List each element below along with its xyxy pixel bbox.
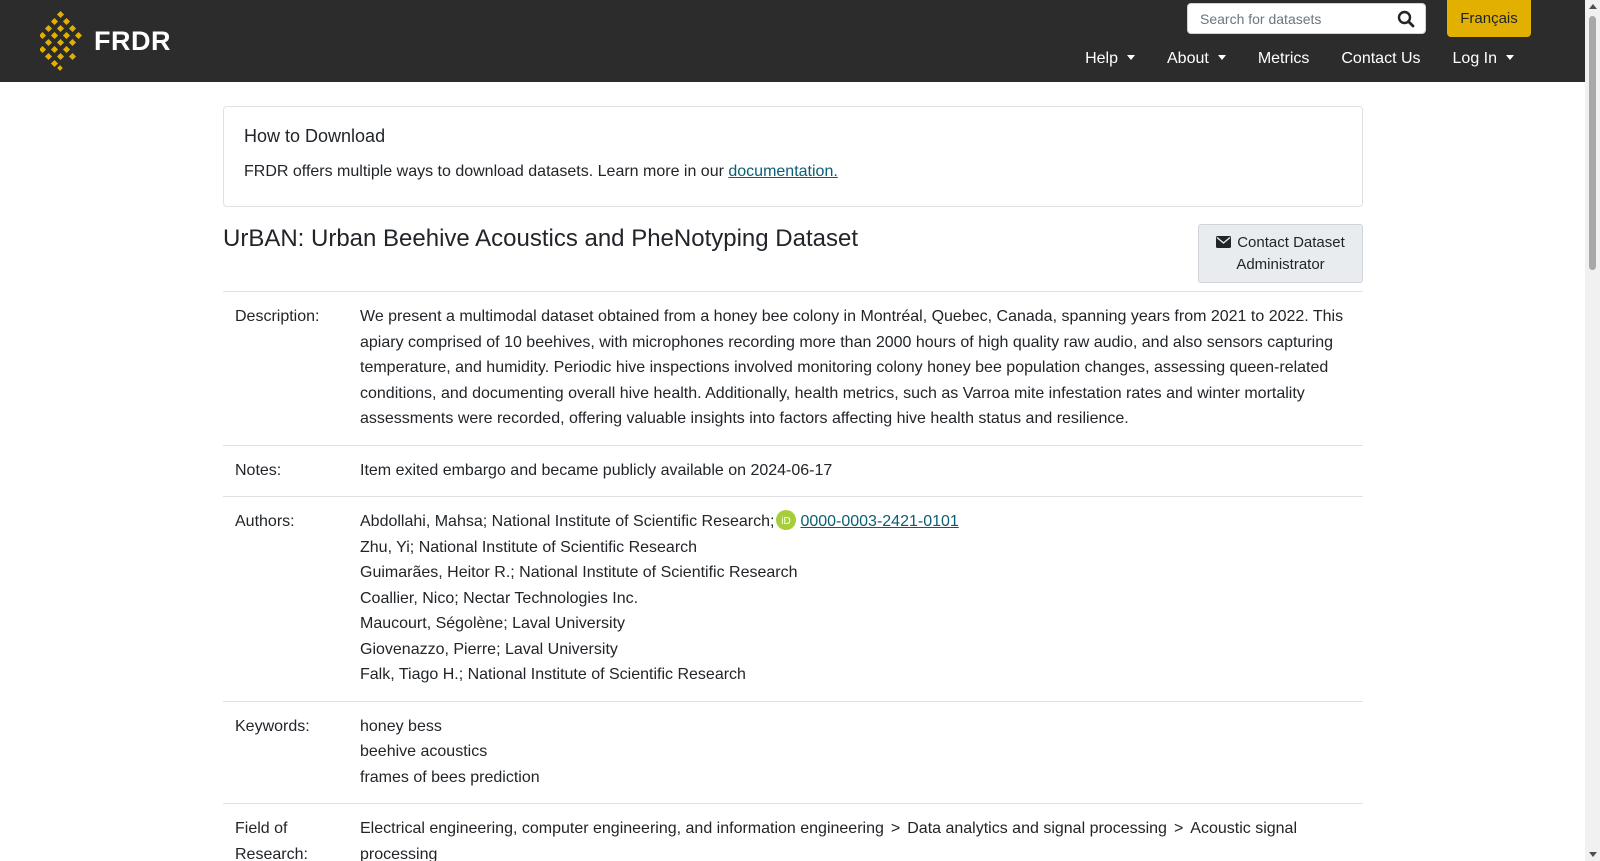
field-item: Acoustic signal processing: [360, 820, 1297, 861]
language-toggle-button[interactable]: Français: [1447, 0, 1531, 37]
table-row-authors: [223, 497, 1363, 702]
scroll-up-arrow-icon[interactable]: [1589, 4, 1597, 9]
author-item: Guimarães, Heitor R.; National Institute of Scientific Research: [360, 564, 798, 581]
keywords-value: [348, 701, 1363, 804]
search-box: [1187, 3, 1426, 34]
notes-label: Notes:: [223, 445, 348, 497]
keyword-item: beehive acoustics: [360, 743, 488, 760]
nav-help-label: Help: [1085, 50, 1118, 67]
authors-value: [348, 497, 1363, 702]
frdr-logo-icon: [40, 10, 82, 72]
field-separator: >: [890, 820, 901, 837]
dataset-title: UrBAN: Urban Beehive Acoustics and PheNotyping Dataset: [223, 225, 859, 252]
how-to-download-card: [223, 106, 1363, 207]
field-item: Data analytics and signal processing: [907, 820, 1167, 837]
table-row-field-of-research: [223, 804, 1363, 861]
documentation-link[interactable]: documentation.: [728, 163, 838, 180]
nav-log-in[interactable]: [1437, 50, 1530, 68]
field-of-research-label: [223, 804, 348, 861]
field-separator: >: [1173, 820, 1184, 837]
search-input[interactable]: [1188, 4, 1388, 33]
nav-about[interactable]: [1151, 50, 1242, 68]
keyword-item: frames of bees prediction: [360, 768, 540, 786]
table-row-keywords: [223, 701, 1363, 804]
author-item: Maucourt, Ségolène; Laval University: [360, 615, 626, 632]
contact-dataset-administrator-button[interactable]: [1198, 224, 1363, 283]
card-text-body: FRDR offers multiple ways to download datasets. Learn more in our: [244, 163, 729, 180]
card-text: [244, 163, 1342, 181]
page-scrollbar[interactable]: [1585, 0, 1600, 861]
description-label: Description:: [223, 292, 348, 446]
frdr-logo[interactable]: [40, 10, 190, 72]
table-row-description: [223, 292, 1363, 446]
chevron-down-icon: [1506, 55, 1514, 60]
author-item: [360, 509, 1351, 535]
orcid-link[interactable]: 0000-0003-2421-0101: [800, 513, 959, 530]
field-label-line2: Research:: [235, 845, 308, 861]
nav-help[interactable]: [1069, 50, 1151, 68]
scroll-down-arrow-icon[interactable]: [1589, 852, 1597, 857]
nav-log-in-label: Log In: [1452, 50, 1497, 67]
nav-about-label: About: [1167, 50, 1209, 67]
authors-label: Authors:: [223, 497, 348, 702]
author-item: Coallier, Nico; Nectar Technologies Inc.: [360, 589, 639, 607]
field-of-research-value: [348, 804, 1363, 861]
keywords-label: Keywords:: [223, 701, 348, 804]
contact-button-line2: Administrator: [1236, 256, 1325, 273]
description-value: We present a multimodal dataset obtained from a honey bee colony in Montréal, Quebec, Canada, spanning years from 2021 to 2022. This apiary comprised of 10 beehives, with microphones recording more than 2000 hours of high quality raw audio, and also sensors capturing temperature, and humidity. Periodic hive inspections involved monitoring colony honey bee population changes, assessing queen-related conditions, and documenting overall hive health. Additionally, health metrics, such as Varroa mite infestation rates and winter mortality assessments were recorded, offering valuable insights into factors affecting hive health status and resilience.: [348, 292, 1363, 446]
table-row-notes: [223, 445, 1363, 497]
dataset-title-row: [223, 207, 1363, 291]
top-navbar: [0, 0, 1585, 82]
logo-text: FRDR: [94, 25, 171, 56]
nav-contact-us[interactable]: Contact Us: [1341, 50, 1421, 67]
field-label-line1: Field of: [235, 820, 288, 837]
author-name: Abdollahi, Mahsa; National Institute of Scientific Research;: [360, 513, 775, 530]
card-title: How to Download: [244, 126, 386, 146]
contact-button-line1: Contact Dataset: [1237, 234, 1345, 251]
main-nav: [1069, 50, 1530, 68]
search-icon[interactable]: [1397, 10, 1415, 28]
orcid-icon: [776, 510, 796, 530]
author-item: Giovenazzo, Pierre; Laval University: [360, 640, 618, 658]
author-item: Falk, Tiago H.; National Institute of Scientific Research: [360, 666, 746, 683]
chevron-down-icon: [1127, 55, 1135, 60]
dataset-metadata-table: [223, 291, 1363, 861]
svg-text:iD: iD: [781, 516, 792, 527]
field-item: Electrical engineering, computer engineering, and information engineering: [360, 820, 884, 837]
main-content: [223, 106, 1363, 861]
scroll-thumb[interactable]: [1589, 16, 1596, 270]
keyword-item: honey bess: [360, 717, 442, 735]
envelope-icon: [1216, 236, 1231, 248]
chevron-down-icon: [1218, 55, 1226, 60]
author-item: Zhu, Yi; National Institute of Scientific Research: [360, 538, 698, 556]
notes-value: Item exited embargo and became publicly available on 2024-06-17: [348, 445, 1363, 497]
nav-metrics[interactable]: Metrics: [1257, 50, 1310, 67]
